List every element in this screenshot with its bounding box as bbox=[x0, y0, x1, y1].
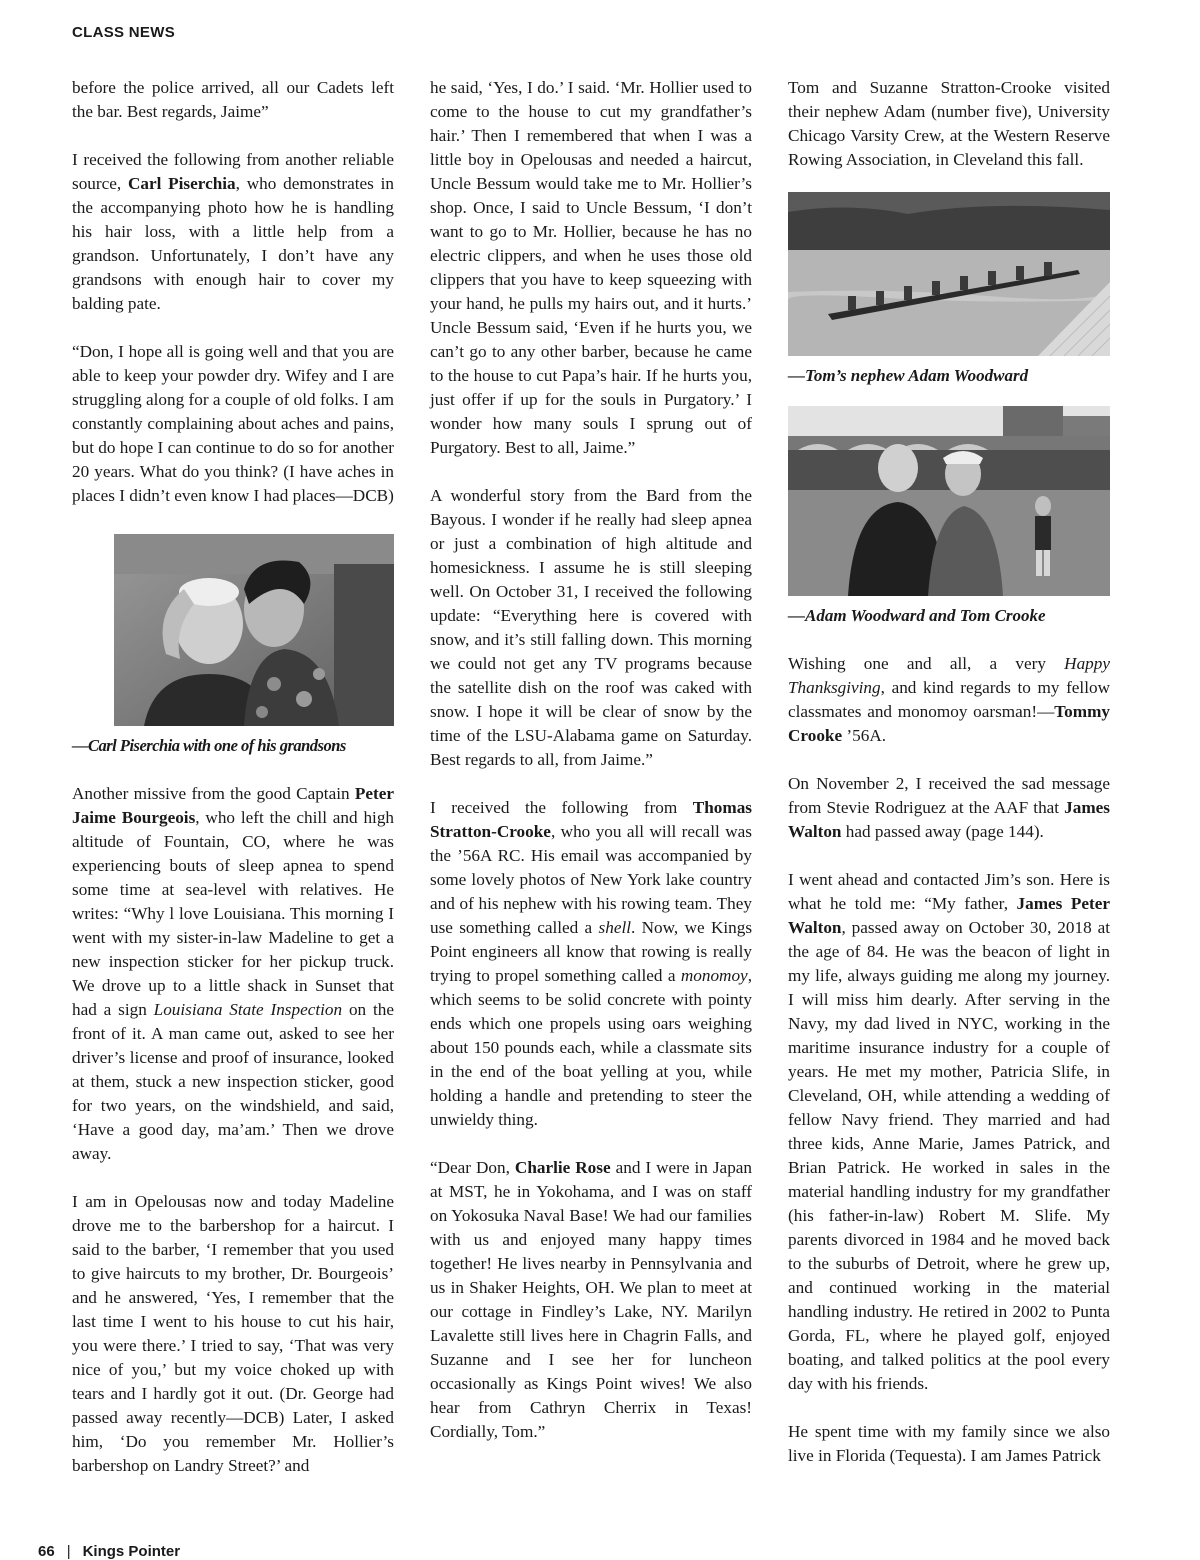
paragraph: I am in Opelousas now and today Madeline drove me to the barbershop for a haircut. I said to the barber, ‘I remember that you used to give haircuts to my brother, Dr. Bourgeois’ and he answered, ‘Yes, I remember that the last time I went to his house to cut his hair, you were there.’ I tried to say, ‘That was very nice of you,’ but my voice choked up with tears and I hardly got it out. (Dr. George had passed away recently—DCB) Later, I asked him, ‘Do you remember Mr. Hollier’s barbershop on Landry Street?’ and bbox=[72, 1192, 394, 1475]
section-header: CLASS NEWS bbox=[72, 24, 176, 41]
person-name: Thomas Stratton-Crooke bbox=[430, 798, 752, 841]
person-name: Tommy Crooke bbox=[788, 702, 1110, 745]
photo-grandfather-grandson bbox=[114, 534, 394, 726]
person-name: James Peter Walton bbox=[788, 894, 1110, 937]
person-name: Peter Jaime Bourgeois bbox=[72, 784, 394, 827]
person-name: James Walton bbox=[788, 798, 1110, 841]
paragraph: I went ahead and contacted Jim’s son. Here is what he told me: “My father, James Peter Walton, passed away on October 30, 2018 at the age of 84. He was the beacon of light in my life, always guiding me along my journey. I will miss him dearly. After serving in the Navy, my dad lived in NYC, working in the maritime insurance industry for a couple of years. He met my mother, Patricia Slife, in Cleveland, OH, while attending a wedding of fellow Navy friend. They married and had three kids, Anne Marie, James Patrick, and Brian Patrick. He worked in sales in the material handling industry for my grandfather (his father-in-law) Robert M. Slife. My parents divorced in 1984 and he moved back to the suburbs of Detroit, where he grew up, and continued working in the material handling industry. He retired in 2002 to Punta Gorda, FL, where he played golf, enjoyed boating, and talked politics at the pool every day with his friends. bbox=[788, 870, 1110, 1393]
photo-image bbox=[788, 192, 1110, 356]
person-name: Carl Piserchia bbox=[127, 174, 236, 193]
column-1 bbox=[72, 76, 394, 1478]
paragraph: Tom and Suzanne Stratton-Crooke visited their nephew Adam (number five), University Chicago Varsity Crew, at the Western Reserve Rowing Association, in Cleveland this fall. bbox=[788, 78, 1110, 169]
photo-image bbox=[114, 534, 394, 726]
paragraph: he said, ‘Yes, I do.’ I said. ‘Mr. Hollier used to come to the house to cut my grandfather’s hair.’ Then I remembered that when I was a little boy in Opelousas and needed a haircut, Uncle Bessum would take me to Mr. Hollier’s shop. Once, I said to Uncle Bessum, ‘I don’t want to go to Mr. Hollier, because he has no electric clippers, and when he uses those old clippers that you have to keep squeezing with your hand, he pulls my hairs out, and it hurts.’ Uncle Bessum said, ‘Even if he hurts you, we can’t go to any other barber, because he came to the house to cut Papa’s hair. If he hurts you, just offer if up for the souls in Purgatory.’ I wonder how many souls I sprung out of Purgatory. Best to all, Jaime.” bbox=[430, 78, 752, 457]
paragraph: “Dear Don, Charlie Rose and I were in Japan at MST, he in Yokohama, and I was on staff on Yokosuka Naval Base! We had our families with us and enjoyed many happy times together! He lives nearby in Pennsylvania and us in Shaker Heights, OH. We plan to meet at our cottage in Findley’s Lake, NY. Marilyn Lavalette still lives here in Chagrin Falls, and Suzanne and I see her for luncheon occasionally as Kings Point wives! We also hear from Cathryn Cherrix in Texas! Cordially, Tom.” bbox=[430, 1158, 753, 1441]
column-3 bbox=[788, 76, 1110, 1468]
page-number: 66 bbox=[38, 1543, 55, 1560]
photo-rowing-crew bbox=[788, 192, 1110, 356]
person-name: Charlie Rose bbox=[514, 1158, 611, 1177]
paragraph: On November 2, I received the sad message from Stevie Rodriguez at the AAF that James Walton had passed away (page 144). bbox=[788, 774, 1110, 841]
column-2 bbox=[430, 76, 752, 1444]
paragraph: Wishing one and all, a very Happy Thanksgiving, and kind regards to my fellow classmates and monomoy oarsman!—Tommy Crooke ’56A. bbox=[788, 654, 1110, 745]
photo-caption: —Adam Woodward and Tom Crooke bbox=[788, 606, 1046, 625]
photo-caption: —Tom’s nephew Adam Woodward bbox=[788, 366, 1029, 385]
paragraph: I received the following from Thomas Stratton-Crooke, who you all will recall was the ’56A RC. His email was accompanied by some lovely photos of New York lake country and of his nephew with his rowing team. They use something called a shell. Now, we Kings Point engineers all know that rowing is really trying to propel something called a monomoy, which seems to be solid concrete with pointy ends which one propels using oars weighing about 150 pounds each, while a classmate sits in the end of the boat yelling at you, while holding a handle and pretending to steer the unwieldy thing. bbox=[430, 798, 753, 1129]
photo-caption: —Carl Piserchia with one of his grandsons bbox=[72, 736, 346, 755]
page-footer bbox=[38, 1543, 180, 1560]
paragraph: “Don, I hope all is going well and that you are able to keep your powder dry. Wifey and I are struggling along for a couple of old folks. I am constantly complaining about aches and pains, but do hope I can continue to do so for another 20 years. What do you think? (I have aches in places I didn’t even know I had places—DCB) bbox=[72, 342, 394, 505]
photo-image bbox=[788, 406, 1110, 596]
footer-separator: | bbox=[66, 1543, 71, 1560]
photo-two-men-riverside bbox=[788, 406, 1110, 596]
paragraph: I received the following from another reliable source, Carl Piserchia, who demonstrates in the accompanying photo how he is handling his hair loss, with a little help from a grandson. Unfortunately, I don’t have any grandsons with enough hair to cover my balding pate. bbox=[72, 150, 394, 313]
paragraph: A wonderful story from the Bard from the Bayous. I wonder if he really had sleep apnea or just a combination of high altitude and homesickness. I assume he is still sleeping well. On October 31, I received the following update: “Everything here is covered with snow, and it’s still falling down. This morning we could not get any TV programs because the satellite dish on the roof was caked with snow. I hope it will be clear of snow by the time of the LSU-Alabama game on Saturday. Best regards to all, from Jaime.” bbox=[430, 486, 752, 769]
paragraph: Another missive from the good Captain Peter Jaime Bourgeois, who left the chill and high altitude of Fountain, CO, where he was experiencing bouts of sleep apnea to spend some time at sea-level with relatives. He writes: “Why l love Louisiana. This morning I went with my sister-in-law Madeline to get a new inspection sticker for her pickup truck. We drove up to a little shack in Sunset that had a sign Louisiana State Inspection on the front of it. A man came out, asked to see her driver’s license and proof of insurance, looked at them, stuck a new inspection sticker, good for two years, on the windshield, and said, ‘Have a good day, ma’am.’ Then we drove away. bbox=[72, 784, 395, 1163]
paragraph: He spent time with my family since we also live in Florida (Tequesta). I am James Patrick bbox=[788, 1422, 1110, 1465]
paragraph: before the police arrived, all our Cadets left the bar. Best regards, Jaime” bbox=[72, 78, 394, 121]
magazine-name: Kings Pointer bbox=[82, 1543, 181, 1560]
